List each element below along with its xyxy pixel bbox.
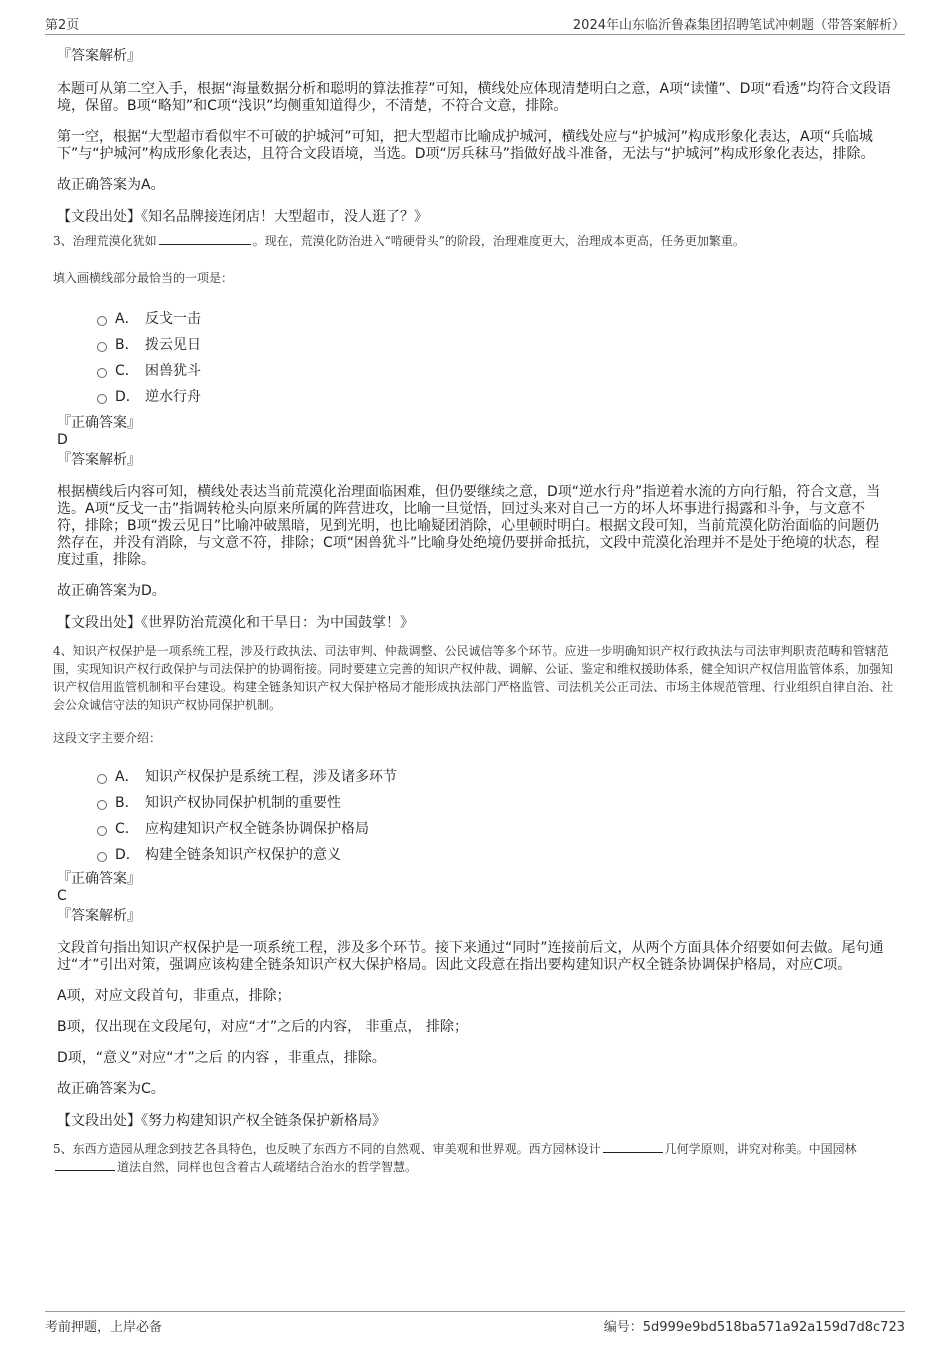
q3-correct-answer: D [57,432,68,448]
document-title: 2024年山东临沂鲁森集团招聘笔试冲刺题（带答案解析） [572,18,905,33]
q3-source [57,614,893,632]
q2-conclusion: 故正确答案为A。 [57,177,165,193]
q3-question-text [53,232,893,250]
q4-correct-answer: C [57,888,67,904]
q3-source-label: 【文段出处】 [57,615,141,631]
q5-question-text: 5、东西方造园从理念到技艺各具特色，也反映了东西方不同的自然观、审美观和世界观。西方园林设计 几何学原则，讲究对称美。中国园林道法自然，同样也包含着古人疏堵结合治水的哲学智慧。 [53,1142,857,1174]
q5-answer-blank-2 [55,1158,115,1171]
q3-text-before: 3、治理荒漠化犹如 [53,234,157,248]
q3-correct-label: 『正确答案』 [57,415,141,431]
q4-option-c[interactable]: C． 应构建知识产权全链条协调保护格局 [97,816,893,842]
q4-analysis-d: D项，“意义”对应“才”之后 的内容 ，非重点，排除。 [57,1050,386,1066]
q3-option-d[interactable]: D． 逆水行舟 [97,384,893,410]
q4-correct-label: 『正确答案』 [57,871,141,887]
q3-option-b[interactable]: B． 拨云见日 [97,332,893,358]
q4-analysis-label: 『答案解析』 [57,908,141,924]
q4-conclusion: 故正确答案为C。 [57,1081,165,1097]
radio-icon[interactable] [97,342,107,352]
q2-source-label: 【文段出处】 [57,209,141,225]
radio-icon[interactable] [97,826,107,836]
radio-icon[interactable] [97,774,107,784]
q4-analysis-a: A项，对应文段首句，非重点，排除； [57,988,291,1004]
q4-question-text: 4、知识产权保护是一项系统工程，涉及行政执法、司法审判、仲裁调整、公民诚信等多个环节。应进一步明确知识产权行政执法与司法审判职责范畴和管辖范围，实现知识产权行政保护与司法保护的协调衔接。同时要建立完善的知识产权仲裁、调解、公证、鉴定和维权援助体系，健全知识产权信用监管体系，加强知识产权信用监管机制和平台建设。构建全链条知识产权大保护格局才能形成执法部门严格监管、司法机关公正司法、市场主体规范管理、行业组织自律自治、社会公众诚信守法的知识产权协同保护机制。 [53,644,894,712]
footer-slogan: 考前押题，上岸必备 [45,1320,163,1335]
q3-options [57,306,893,410]
q5-answer-blank-1 [603,1140,663,1153]
q2-analysis-paragraph-1: 本题可从第二空入手，根据“海量数据分析和聪明的算法推荐”可知，横线处应体现清楚明白之意，A项“读懂”、D项“看透”均符合文段语境，保留。B项“略知”和C项“浅识”均侧重知道得少，不清楚，不符合文意，排除。 [57,81,891,114]
radio-icon[interactable] [97,368,107,378]
radio-icon[interactable] [97,800,107,810]
q2-analysis-paragraph-2: 第一空，根据“大型超市看似牢不可破的护城河”可知，把大型超市比喻成护城河，横线处应与“护城河”构成形象化表达，A项“兵临城下”与“护城河”构成形象化表达，且符合文段语境，当选。D项“厉兵秣马”指做好战斗准备，无法与“护城河”构成形象化表达，排除。 [57,129,875,162]
radio-icon[interactable] [97,852,107,862]
q3-option-c[interactable]: C． 困兽犹斗 [97,358,893,384]
q4-option-b[interactable]: B． 知识产权协同保护机制的重要性 [97,790,893,816]
q2-source-name: 《知名品牌接连闭店！大型超市，没人逛了？》 [141,209,428,225]
q3-text-after: 。现在，荒漠化防治进入“啃硬骨头”的阶段，治理难度更大，治理成本更高，任务更加繁重。 [252,234,745,248]
q4-analysis-paragraph: 文段首句指出知识产权保护是一项系统工程，涉及多个环节。接下来通过“同时”连接前后文，从两个方面具体介绍要如何去做。尾句通过“才”引出对策，强调应该构建全链条知识产权大保护格局。因此文段意在指出要构建知识产权全链条协调保护格局，对应C项。 [57,940,884,973]
q3-source-name: 《世界防治荒漠化和干旱日：为中国鼓掌！》 [141,615,414,631]
q4-option-d[interactable]: D． 构建全链条知识产权保护的意义 [97,842,893,868]
radio-icon[interactable] [97,394,107,404]
page-number: 第2页 [45,18,80,33]
q3-prompt: 填入画横线部分最恰当的一项是： [53,271,234,285]
q4-prompt: 这段文字主要介绍： [53,731,162,745]
q4-options [57,764,893,868]
q2-analysis-label: 『答案解析』 [57,48,141,64]
q3-analysis-paragraph: 根据横线后内容可知，横线处表达当前荒漠化治理面临困难，但仍要继续之意，D项“逆水行舟”指逆着水流的方向行船，符合文意，当选。A项“反戈一击”指调转枪头向原来所属的阵营进攻，比喻一旦觉悟，回过头来对自己一方的坏人坏事进行揭露和斗争，与文意不符，排除；B项“拨云见日”比喻冲破黑暗，见到光明，也比喻疑团消除，心里顿时明白。根据文段可知，当前荒漠化防治面临的问题仍然存在，并没有消除，与文意不符，排除；C项“困兽犹斗”比喻身处绝境仍要拼命抵抗，文段中荒漠化治理并不是处于绝境的状态，程度过重，排除。 [57,484,881,568]
q4-source-label: 【文段出处】 [57,1113,141,1129]
page-content [53,40,894,1176]
q3-analysis-label: 『答案解析』 [57,452,141,468]
page-footer [45,1311,905,1338]
q2-source [57,208,893,226]
q3-conclusion: 故正确答案为D。 [57,583,166,599]
radio-icon[interactable] [97,316,107,326]
q4-source [57,1112,893,1130]
document-code: 编号：5d999e9bd518ba571a92a159d7d8c723 [603,1320,905,1335]
q4-source-name: 《努力构建知识产权全链条保护新格局》 [141,1113,386,1129]
q4-analysis-b: B项，仅出现在文段尾句，对应“才”之后的内容， 非重点， 排除； [57,1019,469,1035]
q3-option-a[interactable]: A． 反戈一击 [97,306,893,332]
page-header [45,12,905,35]
q3-answer-blank [159,232,251,245]
q4-option-a[interactable]: A． 知识产权保护是系统工程，涉及诸多环节 [97,764,893,790]
